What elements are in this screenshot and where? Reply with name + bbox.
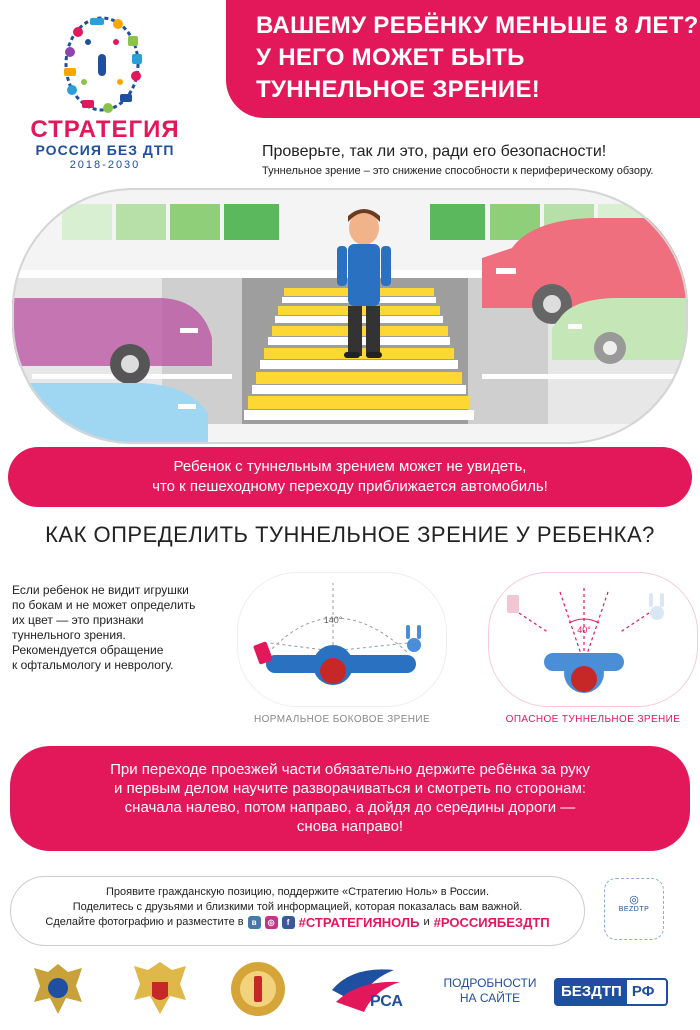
explanation-line: их цвет — это признаки (12, 613, 144, 627)
tunnel-vision-caption: ОПАСНОЕ ТУННЕЛЬНОЕ ЗРЕНИЕ (505, 714, 681, 725)
normal-vision-panel (237, 572, 447, 707)
site-name-part1: БЕЗДТП (556, 980, 627, 1004)
explanation-line: туннельного зрения. (12, 628, 126, 642)
site-name-part2: РФ (631, 983, 655, 1000)
rsa-logo (328, 960, 418, 1020)
double-eagle-emblem-icon (28, 958, 88, 1020)
more-line-2: НА САЙТЕ (459, 991, 521, 1005)
explanation-line: по бокам и не может определить (12, 598, 196, 612)
bezdtp-site-link[interactable] (554, 978, 668, 1006)
title-line-2: У НЕГО МОЖЕТ БЫТЬ (256, 44, 525, 71)
share-prefix: Сделайте фотографию и разместите в (45, 916, 244, 928)
warning-line-1: Ребенок с туннельным зрением может не увидеть, (173, 458, 527, 475)
share-conjunction: и (423, 916, 430, 928)
eagle-shield-emblem-icon (130, 958, 190, 1020)
instagram-code-label: BEZDTP (618, 906, 650, 913)
logo-years: 2018-2030 (69, 159, 141, 171)
section-title: КАК ОПРЕДЕЛИТЬ ТУННЕЛЬНОЕ ЗРЕНИЕ У РЕБЕНКА? (45, 522, 655, 547)
more-on-site-text (440, 976, 540, 1006)
explanation-line: Рекомендуется обращение (12, 643, 164, 657)
facebook-icon[interactable]: f (282, 916, 295, 929)
strategy-zero-logo-icon (58, 12, 146, 116)
advice-line: При переходе проезжей части обязательно держите ребёнка за руку (110, 761, 590, 778)
instagram-icon[interactable]: ◎ (265, 916, 278, 929)
advice-banner (10, 746, 690, 851)
check-heading: Проверьте, так ли это, ради его безопасности! (262, 143, 607, 160)
advice-line: сначала налево, потом направо, а дойдя до середины дороги — (124, 799, 576, 816)
normal-vision-caption: НОРМАЛЬНОЕ БОКОВОЕ ЗРЕНИЕ (253, 714, 431, 725)
explanation-line: Если ребенок не видит игрушки (12, 583, 189, 597)
rsa-logo-icon (328, 960, 418, 1020)
instagram-code-box[interactable] (604, 878, 664, 940)
how-to-explanation (12, 583, 222, 673)
hashtag-russia-bezdtp[interactable]: #РОССИЯБЕЗДТП (433, 915, 550, 930)
title-line-3: ТУННЕЛЬНОЕ ЗРЕНИЕ! (256, 76, 541, 103)
advice-line: снова направо! (296, 818, 404, 835)
instagram-code-icon: ◎ (629, 894, 639, 906)
share-box (10, 876, 585, 946)
advice-line: и первым делом научите разворачиваться и смотреть по сторонам: (114, 780, 586, 797)
logo-title: СТРАТЕГИЯ (30, 116, 180, 143)
crosswalk-illustration (12, 188, 688, 444)
vk-icon[interactable]: в (248, 916, 261, 929)
hashtag-strategy-zero[interactable]: #СТРАТЕГИЯНОЛЬ (298, 915, 420, 930)
warning-banner (8, 447, 692, 507)
rsa-label: РСА (370, 993, 403, 1010)
explanation-line: к офтальмологу и неврологу. (12, 658, 174, 672)
tunnel-vision-diagram (489, 573, 699, 708)
traffic-police-emblem-icon (228, 958, 288, 1020)
more-line-1: ПОДРОБНОСТИ (443, 976, 537, 990)
strategy-logo-text (10, 118, 200, 172)
normal-vision-diagram (238, 573, 448, 708)
logo-subtitle: РОССИЯ БЕЗ ДТП (35, 142, 175, 158)
warning-line-2: что к пешеходному переходу приближается автомобиль! (152, 478, 548, 495)
normal-angle-label: 140° (323, 615, 343, 625)
title-line-1: ВАШЕМУ РЕБЁНКУ МЕНЬШЕ 8 ЛЕТ? (256, 12, 699, 39)
tunnel-angle-label: 40° (577, 625, 591, 635)
definition-text: Туннельное зрение – это снижение способности к периферическому обзору. (262, 165, 654, 177)
share-line-1: Проявите гражданскую позицию, поддержите «Стратегию Ноль» в России. (105, 886, 490, 898)
tunnel-vision-panel (488, 572, 698, 707)
share-line-3 (11, 915, 584, 930)
title-banner (226, 0, 700, 118)
share-line-2: Поделитесь с друзьями и близкими той информацией, которая показалась вам важной. (72, 901, 523, 913)
